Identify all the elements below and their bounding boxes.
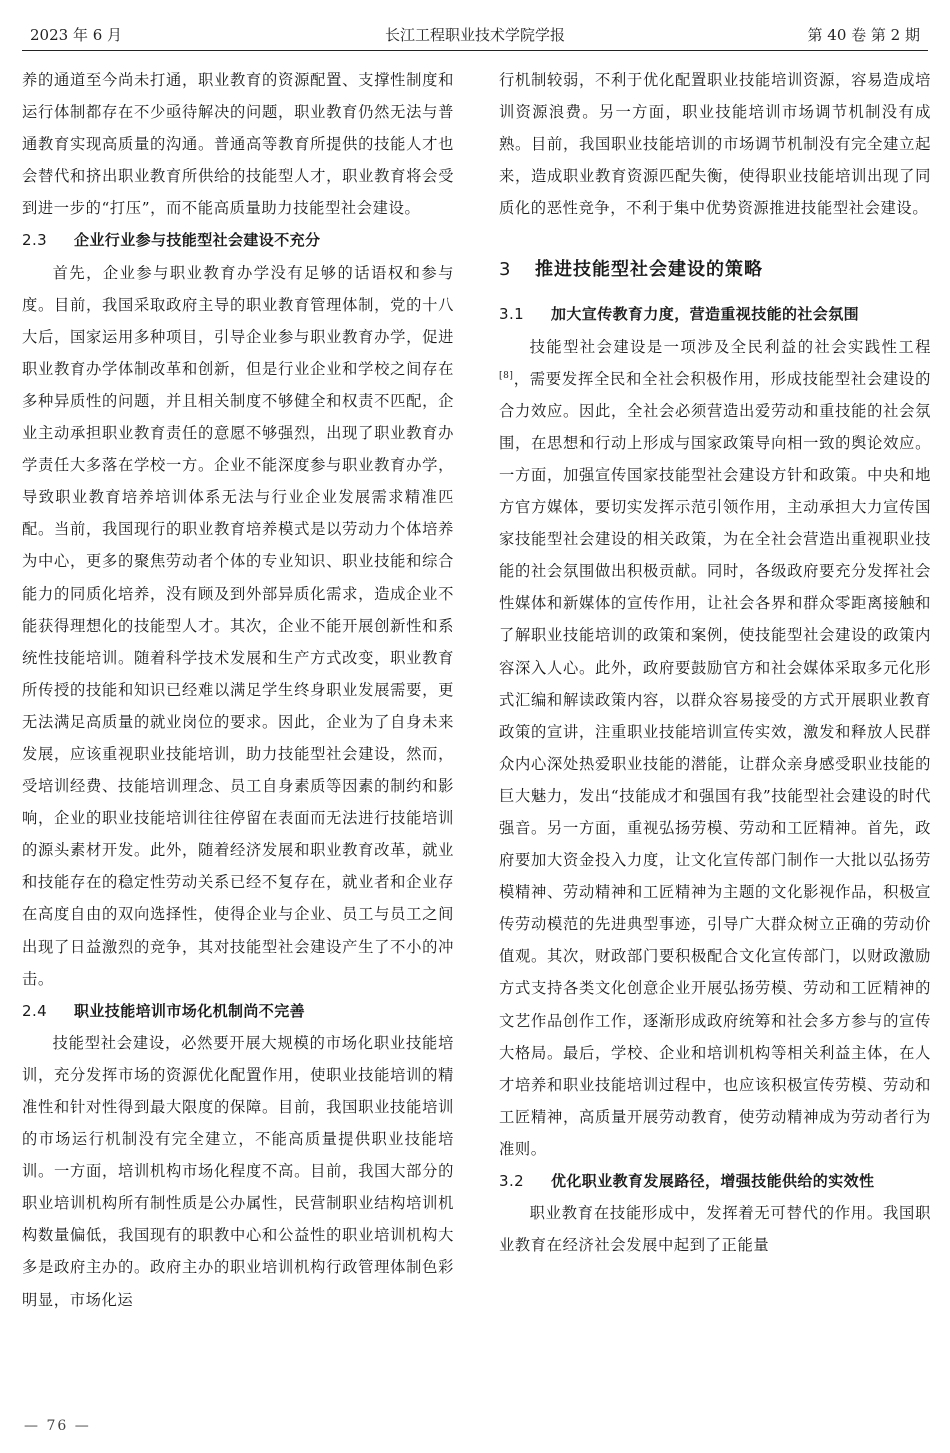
section-number: 3 — [499, 259, 512, 281]
page-number: — 76 — — [24, 1418, 91, 1434]
right-column — [499, 64, 931, 1261]
header-divider — [22, 50, 928, 51]
section-heading-3-2 — [499, 1165, 931, 1197]
paragraph — [499, 331, 931, 1165]
paragraph: 职业教育在技能形成中，发挥着无可替代的作用。我国职业教育在经济社会发展中起到了正能量 — [499, 1204, 931, 1255]
section-title: 推进技能型社会建设的策略 — [535, 259, 763, 281]
section-number: 2.4 — [22, 1001, 48, 1020]
paragraph-text: ，需要发挥全民和全社会积极作用，形成技能型社会建设的合力效应。因此，全社会必须营造出爱劳动和重技能的社会氛围，在思想和行动上形成与国家政策导向相一致的舆论效应。一方面，加强宣传国家技能型社会建设方针和政策。中央和地方官方媒体，要切实发挥示范引领作用，主动承担大力宣传国家技能型社会建设的相关政策，为在全社会营造出重视职业技能的社会氛围做出积极贡献。同时，各级政府要充分发挥社会性媒体和新媒体的宣传作用，让社会各界和群众零距离接触和了解职业技能培训的政策和案例，使技能型社会建设的政策内容深入人心。此外，政府要鼓励官方和社会媒体采取多元化形式汇编和解读政策内容，以群众容易接受的方式开展职业教育政策的宣讲，注重职业技能培训宣传实效，激发和释放人民群众内心深处热爱职业技能的潜能，让群众亲身感受职业技能的巨大魅力，发出“技能成才和强国有我”技能型社会建设的时代强音。另一方面，重视弘扬劳模、劳动和工匠精神。首先，政府要加大资金投入力度，让文化宣传部门制作一大批以弘扬劳模精神、劳动精神和工匠精神为主题的文化影视作品，积极宣传劳动模范的先进典型事迹，引导广大群众树立正确的劳动价值观。其次，财政部门要积极配合文化宣传部门，以财政激励方式支持各类文化创意企业开展弘扬劳模、劳动和工匠精神的文艺作品创作工作，逐渐形成政府统筹和社会多方参与的宣传大格局。最后，学校、企业和培训机构等相关利益主体，在人才培养和职业技能培训过程中，也应该积极宣传劳模、劳动和工匠精神，高质量开展劳动教育，使劳动精神成为劳动者行为准则。 — [499, 369, 931, 1158]
section-heading-3-1 — [499, 298, 931, 330]
section-number: 3.1 — [499, 305, 525, 324]
issue-date: 2023 年 6 月 — [30, 26, 123, 44]
section-title: 企业行业参与技能型社会建设不充分 — [74, 231, 321, 250]
running-header — [22, 18, 928, 44]
section-number: 2.3 — [22, 231, 48, 250]
paragraph: 首先，企业参与职业教育办学没有足够的话语权和参与度。目前，我国采取政府主导的职业教育管理体制，党的十八大后，国家运用多种项目，引导企业参与职业教育办学，促进职业教育办学体制改革和创新，但是行业企业和学校之间存在多种异质性的问题，并且相关制度不够健全和权责不匹配，企业主动承担职业教育责任的意愿不够强烈，出现了职业教育办学责任大多落在学校一方。企业不能深度参与职业教育办学，导致职业教育培养培训体系无法与行业企业发展需求精准匹配。当前，我国现行的职业教育培养模式是以劳动力个体培养为中心，更多的聚焦劳动者个体的专业知识、职业技能和综合能力的同质化培养，没有顾及到外部异质化需求，造成企业不能获得理想化的技能型人才。其次，企业不能开展创新性和系统性技能培训。随着科学技术发展和生产方式改变，职业教育所传授的技能和知识已经难以满足学生终身职业发展需要，更无法满足高质量的就业岗位的要求。因此，企业为了自身未来发展，应该重视职业技能培训，助力技能型社会建设，然而，受培训经费、技能培训理念、员工自身素质等因素的制约和影响，企业的职业技能培训往往停留在表面而无法进行技能培训的源头素材开发。此外，随着经济发展和职业教育改革，就业和技能存在的稳定性劳动关系已经不复存在，就业者和企业存在高度自由的双向选择性，使得企业与企业、员工与员工之间出现了日益激烈的竞争，其对技能型社会建设产生了不小的冲击。 — [22, 263, 454, 988]
section-heading-2-3 — [22, 224, 454, 256]
section-heading-2-4 — [22, 995, 454, 1027]
journal-title: 长江工程职业技术学院学报 — [384, 26, 565, 44]
volume-issue: 第 40 卷 第 2 期 — [807, 26, 920, 44]
section-title: 加大宣传教育力度，营造重视技能的社会氛围 — [551, 305, 860, 324]
section-heading-3 — [499, 254, 931, 286]
section-title: 职业技能培训市场化机制尚不完善 — [74, 1001, 306, 1020]
paragraph: 技能型社会建设，必然要开展大规模的市场化职业技能培训，充分发挥市场的资源优化配置作用，使职业技能培训的精准性和针对性得到最大限度的保障。目前，我国职业技能培训的市场运行机制没有完全建立，不能高质量提供职业技能培训。一方面，培训机构市场化程度不高。目前，我国大部分的职业培训机构所有制性质是公办属性，民营制职业结构培训机构数量偏低，我国现有的职教中心和公益性的职业培训机构大多是政府主办的。政府主办的职业培训机构行政管理体制色彩明显，市场化运 — [22, 1033, 454, 1309]
section-number: 3.2 — [499, 1172, 525, 1190]
paragraph: 养的通道至今尚未打通，职业教育的资源配置、支撑性制度和运行体制都存在不少亟待解决的问题，职业教育仍然无法与普通教育实现高质量的沟通。普通高等教育所提供的技能人才也会替代和挤出职业教育所供给的技能型人才，职业教育将会受到进一步的“打压”，而不能高质量助力技能型社会建设。 — [22, 71, 454, 218]
paragraph-text: 技能型社会建设是一项涉及全民利益的社会实践性工程 — [529, 337, 931, 356]
section-title: 优化职业教育发展路径，增强技能供给的实效性 — [551, 1172, 875, 1190]
citation-ref: [8] — [499, 370, 514, 381]
left-column — [22, 64, 454, 1316]
paragraph: 行机制较弱，不利于优化配置职业技能培训资源，容易造成培训资源浪费。另一方面，职业技能培训市场调节机制没有成熟。目前，我国职业技能培训的市场调节机制没有完全建立起来，造成职业教育资源匹配失衡，使得职业技能培训出现了同质化的恶性竞争，不利于集中优势资源推进技能型社会建设。 — [499, 71, 931, 218]
